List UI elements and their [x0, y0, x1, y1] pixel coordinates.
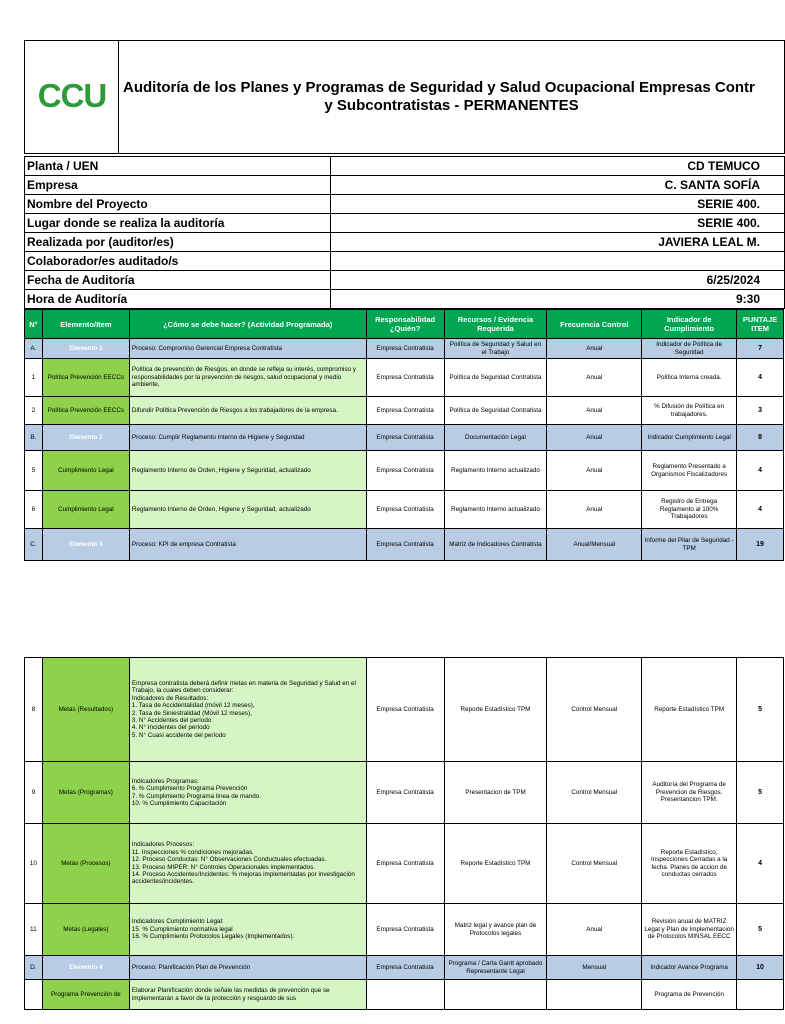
table-row [25, 904, 784, 956]
info-row [25, 271, 785, 290]
info-row [25, 214, 785, 233]
column-header: N° [25, 310, 43, 339]
item-score: 4 [737, 824, 784, 904]
table-row [25, 762, 784, 824]
row-number: 5 [25, 451, 43, 491]
responsible: Empresa Contratista [366, 451, 444, 491]
info-label: Lugar donde se realiza la auditoría [25, 214, 331, 233]
row-number: 1 [25, 359, 43, 397]
row-number: 8 [25, 658, 43, 762]
info-label: Empresa [25, 176, 331, 195]
info-value: 9:30 [331, 290, 785, 309]
frequency: Anual/Mensual [547, 529, 642, 561]
indicator: Reglamento Presentado a Organismos Fiscalizadores [642, 451, 737, 491]
audit-sheet [24, 40, 778, 561]
column-header: Responsabilidad ¿Quién? [366, 310, 444, 339]
info-label: Realizada por (auditor/es) [25, 233, 331, 252]
evidence [444, 980, 547, 1010]
info-row [25, 176, 785, 195]
row-number: D. [25, 956, 43, 980]
indicator: Indicador de Política de Seguridad [642, 339, 737, 359]
responsible: Empresa Contratista [366, 359, 444, 397]
page-title: Auditoría de los Planes y Programas de Seguridad y Salud Ocupacional Empresas Contr [123, 79, 755, 96]
activity: Proceso: Compromiso Gerencial Empresa Contratista [129, 339, 366, 359]
element-item: Metas (Procesos) [42, 824, 129, 904]
header-table [24, 40, 785, 154]
audit-sheet-page2 [24, 657, 784, 1010]
frequency: Anual [547, 339, 642, 359]
row-number: B. [25, 425, 43, 451]
frequency: Anual [547, 904, 642, 956]
responsible: Empresa Contratista [366, 425, 444, 451]
table-row [25, 397, 784, 425]
info-row [25, 290, 785, 309]
evidence: Matriz de Indicadores Contratista [444, 529, 547, 561]
info-row [25, 252, 785, 271]
info-row [25, 157, 785, 176]
item-score: 5 [737, 658, 784, 762]
table-row [25, 980, 784, 1010]
responsible: Empresa Contratista [366, 339, 444, 359]
responsible: Empresa Contratista [366, 491, 444, 529]
info-row [25, 233, 785, 252]
indicator: Programa de Prevención [642, 980, 737, 1010]
activity: Reglamento Interno de Orden, Higiene y Seguridad, actualizado [129, 451, 366, 491]
column-header: ¿Cómo se debe hacer? (Actividad Programada) [129, 310, 366, 339]
info-value: 6/25/2024 [331, 271, 785, 290]
table-row [25, 491, 784, 529]
evidence: Reporte Estadístico TPM [444, 658, 547, 762]
item-score: 10 [737, 956, 784, 980]
ccu-logo [34, 78, 110, 112]
responsible [366, 980, 444, 1010]
column-header: Elemento/Item [42, 310, 129, 339]
element-item: Metas (Legales) [42, 904, 129, 956]
activity: Proceso: Planificación Plan de Prevención [129, 956, 366, 980]
responsible: Empresa Contratista [366, 956, 444, 980]
info-value [331, 252, 785, 271]
activity: Elaborar Planificación donde señale las medidas de prevención que se implementarán a favor de la protección y resguardo de sus [129, 980, 366, 1010]
evidence: Política de Seguridad y Salud en el Trabajo [444, 339, 547, 359]
frequency: Control Mensual [547, 658, 642, 762]
frequency: Anual [547, 397, 642, 425]
info-value: SERIE 400. [331, 214, 785, 233]
audit-table-bottom [24, 657, 784, 1010]
table-row [25, 824, 784, 904]
audit-table-top [24, 309, 784, 561]
evidence: Reglamento Interno actualizado [444, 451, 547, 491]
evidence: Política de Seguridad Contratista [444, 397, 547, 425]
frequency: Mensual [547, 956, 642, 980]
indicator: Auditoría del Programa de Prevencion de Riesgos. Presentancion TPM. [642, 762, 737, 824]
section-row [25, 425, 784, 451]
info-label: Nombre del Proyecto [25, 195, 331, 214]
item-score [737, 980, 784, 1010]
info-value: JAVIERA LEAL M. [331, 233, 785, 252]
row-number: 11 [25, 904, 43, 956]
activity: Indicadores Procesos: 11. Inspecciones % condiciones mejoradas. 12. Proceso Conductas: N° Observaciones Conductuales efectuadas. 13. Proceso MIPER: N° Controles Operacionales implementados. 14. Proceso Accidentes/Incidentes: % mejoras implementadas por investigación accidentes/incidentes. [129, 824, 366, 904]
table-row [25, 658, 784, 762]
evidence: Reglamento Interno actualizado [444, 491, 547, 529]
row-number: 6 [25, 491, 43, 529]
responsible: Empresa Contratista [366, 658, 444, 762]
section-row [25, 956, 784, 980]
item-score: 5 [737, 904, 784, 956]
element-item: Cumplimiento Legal [42, 451, 129, 491]
item-score: 19 [737, 529, 784, 561]
item-score: 7 [737, 339, 784, 359]
frequency: Anual [547, 491, 642, 529]
item-score: 4 [737, 451, 784, 491]
item-score: 4 [737, 491, 784, 529]
element-item: Elemento 2 [42, 425, 129, 451]
evidence: Documentación Legal [444, 425, 547, 451]
info-label: Fecha de Auditoría [25, 271, 331, 290]
element-item: Política Prevención EECCs [42, 397, 129, 425]
activity: Difundir Política Prevención de Riesgos a los trabajadores de la empresa. [129, 397, 366, 425]
info-label: Planta / UEN [25, 157, 331, 176]
evidence: Programa / Carta Gantt aprobado Representante Legal [444, 956, 547, 980]
responsible: Empresa Contratista [366, 529, 444, 561]
activity: Proceso: Cumplir Reglamento Interno de Higiene y Seguridad [129, 425, 366, 451]
indicator: Política Interna creada. [642, 359, 737, 397]
section-row [25, 339, 784, 359]
svg-text:CCU: CCU [37, 76, 106, 114]
responsible: Empresa Contratista [366, 397, 444, 425]
element-item: Cumplimiento Legal [42, 491, 129, 529]
row-number [25, 980, 43, 1010]
column-header: Frecuencia Control [547, 310, 642, 339]
column-header: Indicador de Cumplimiento [642, 310, 737, 339]
column-header: PUNTAJE ITEM [737, 310, 784, 339]
table-row [25, 359, 784, 397]
info-value: C. SANTA SOFÍA [331, 176, 785, 195]
title-cell [119, 41, 785, 154]
frequency: Control Mensual [547, 824, 642, 904]
info-label: Hora de Auditoría [25, 290, 331, 309]
info-row [25, 195, 785, 214]
section-row [25, 529, 784, 561]
frequency [547, 980, 642, 1010]
evidence: Presentacion de TPM [444, 762, 547, 824]
info-label: Colaborador/es auditado/s [25, 252, 331, 271]
column-header: Recursos / Evidencia Requerida [444, 310, 547, 339]
item-score: 4 [737, 359, 784, 397]
element-item: Elemento 1 [42, 339, 129, 359]
element-item: Política Prevención EECCs [42, 359, 129, 397]
evidence: Política de Seguridad Contratista [444, 359, 547, 397]
row-number: 10 [25, 824, 43, 904]
element-item: Elemento 4 [42, 956, 129, 980]
frequency: Anual [547, 425, 642, 451]
row-number: A. [25, 339, 43, 359]
activity: Política de prevención de Riesgos, en donde se refleja su interés, compromiso y responsabilidades por la prevención de riesgos, salud ocupacional y medio ambiente, [129, 359, 366, 397]
element-item: Elemento 3 [42, 529, 129, 561]
activity: Indicadores Cumplimiento Legal: 15. % Cumplimiento normativa legal 16. % Cumplimiento Protocolos Legales (Implementados). [129, 904, 366, 956]
item-score: 8 [737, 425, 784, 451]
row-number: 9 [25, 762, 43, 824]
responsible: Empresa Contratista [366, 904, 444, 956]
element-item: Programa Prevención de [42, 980, 129, 1010]
page-subtitle: y Subcontratistas - PERMANENTES [324, 97, 579, 114]
activity: Reglamento Interno de Orden, Higiene y Seguridad, actualizado [129, 491, 366, 529]
item-score: 3 [737, 397, 784, 425]
evidence: Reporte Estadístico TPM [444, 824, 547, 904]
row-number: C. [25, 529, 43, 561]
indicator: Registro de Entrega Reglamento al 100% Trabajadores [642, 491, 737, 529]
activity: Proceso: KPI de empresa Contratista [129, 529, 366, 561]
indicator: % Difusión de Política en trabajadores. [642, 397, 737, 425]
info-table [24, 156, 785, 309]
logo-cell [25, 41, 119, 154]
activity: Indicadores Programas: 6. % Cumplimiento Programa Prevención 7. % Cumplimiento Programa línea de mando. 10. % Cumplimiento Capacitación [129, 762, 366, 824]
table-row [25, 451, 784, 491]
row-number: 2 [25, 397, 43, 425]
frequency: Anual [547, 451, 642, 491]
indicator: Informe del Pilar de Seguridad -TPM [642, 529, 737, 561]
item-score: 5 [737, 762, 784, 824]
activity: Empresa contratista deberá definir metas en materia de Seguridad y Salud en el Trabajo, la cuales deben considerar: Indicadores de Resultados: 1. Tasa de Accidentalidad (móvil 12 meses), 2. Tasa de Siniestralidad (Móvil 12 meses), 3. N° Accidentes del período 4. N° Incidentes del período 5. N° Cuasi accidente del período [129, 658, 366, 762]
info-value: SERIE 400. [331, 195, 785, 214]
indicator: Revisión anual de MATRIZ Legal y Plan de Implementacion de Protocolos MINSAL EECC [642, 904, 737, 956]
indicator: Indicador Avance Programa [642, 956, 737, 980]
info-value: CD TEMUCO [331, 157, 785, 176]
responsible: Empresa Contratista [366, 824, 444, 904]
frequency: Anual [547, 359, 642, 397]
evidence: Matriz legal y avance plan de Protocolos legales [444, 904, 547, 956]
indicator: Indicador Cumplimiento Legal [642, 425, 737, 451]
indicator: Reporte Estadístico TPM [642, 658, 737, 762]
indicator: Reporte Estadístico, Inspecciones Cerradas a la fecha. Planes de accion de conductas cerrados [642, 824, 737, 904]
element-item: Metas (Resultados) [42, 658, 129, 762]
responsible: Empresa Contratista [366, 762, 444, 824]
frequency: Control Mensual [547, 762, 642, 824]
column-header-row [25, 310, 784, 339]
element-item: Metas (Programas) [42, 762, 129, 824]
